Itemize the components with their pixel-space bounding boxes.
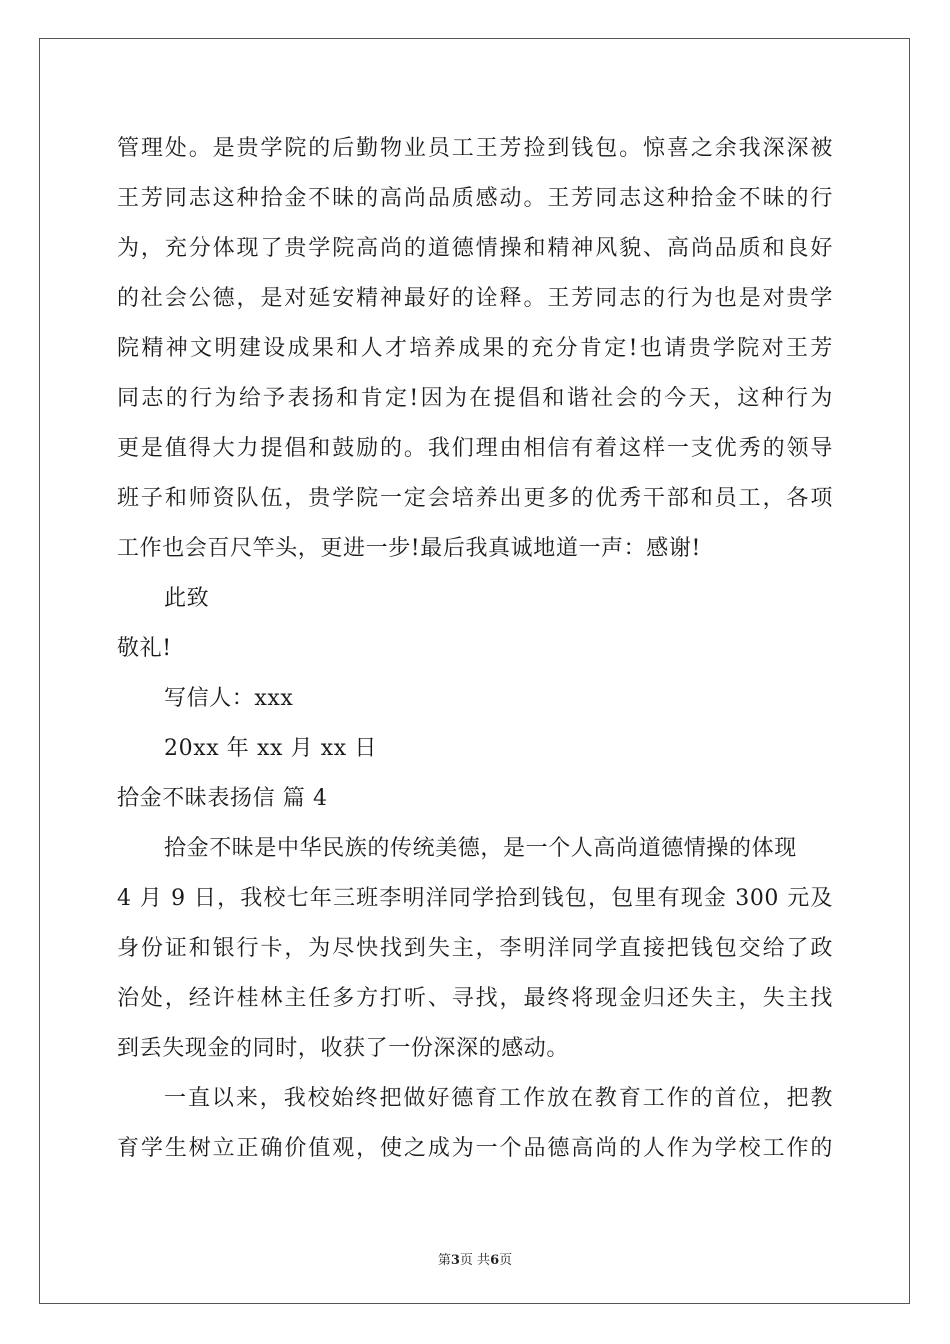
text-line: 更是值得大力提倡和鼓励的。我们理由相信有着这样一支优秀的领导	[117, 436, 833, 461]
text-line: 育学生树立正确价值观，使之成为一个品德高尚的人作为学校工作的	[117, 1136, 833, 1161]
total-pages-number: 6	[490, 1253, 500, 1268]
document-body	[117, 124, 833, 1174]
text-line: 身份证和银行卡，为尽快找到失主，李明洋同学直接把钱包交给了政	[117, 936, 833, 961]
text-line: 到丢失现金的同时，收获了一份深深的感动。	[117, 1036, 570, 1061]
closing-salutation: 此致	[164, 586, 210, 611]
text-line: 4 月 9 日，我校七年三班李明洋同学拾到钱包，包里有现金 300 元及	[117, 886, 833, 911]
text-line: 拾金不昧是中华民族的传统美德，是一个人高尚道德情操的体现	[164, 836, 797, 861]
text-line: 班子和师资队伍，贵学院一定会培养出更多的优秀干部和员工，各项	[117, 486, 833, 511]
text-line: 的社会公德，是对延安精神最好的诠释。王芳同志的行为也是对贵学	[117, 286, 833, 311]
text-line: 院精神文明建设成果和人才培养成果的充分肯定!也请贵学院对王芳	[117, 336, 833, 361]
text-line: 管理处。是贵学院的后勤物业员工王芳捡到钱包。惊喜之余我深深被	[117, 136, 833, 161]
text-line: 治处，经许桂林主任多方打听、寻找，最终将现金归还失主，失主找	[117, 986, 833, 1011]
text-line: 工作也会百尺竿头，更进一步!最后我真诚地道一声：感谢!	[117, 536, 701, 561]
footer-middle: 页 共	[459, 1253, 491, 1268]
section-title: 拾金不昧表扬信 篇 4	[117, 786, 328, 811]
text-line: 为，充分体现了贵学院高尚的道德情操和精神风貌、高尚品质和良好	[117, 236, 833, 261]
page-footer	[0, 1249, 950, 1268]
current-page-number: 3	[450, 1253, 460, 1268]
footer-suffix: 页	[499, 1253, 513, 1268]
text-line: 王芳同志这种拾金不昧的高尚品质感动。王芳同志这种拾金不昧的行	[117, 186, 833, 211]
letter-date: 20xx 年 xx 月 xx 日	[164, 736, 378, 761]
writer-signature: 写信人：xxx	[164, 686, 294, 711]
text-line: 一直以来，我校始终把做好德育工作放在教育工作的首位，把教	[164, 1086, 833, 1111]
footer-prefix: 第	[437, 1253, 451, 1268]
text-line: 同志的行为给予表扬和肯定!因为在提倡和谐社会的今天，这种行为	[117, 386, 833, 411]
closing-respect: 敬礼!	[117, 636, 172, 661]
